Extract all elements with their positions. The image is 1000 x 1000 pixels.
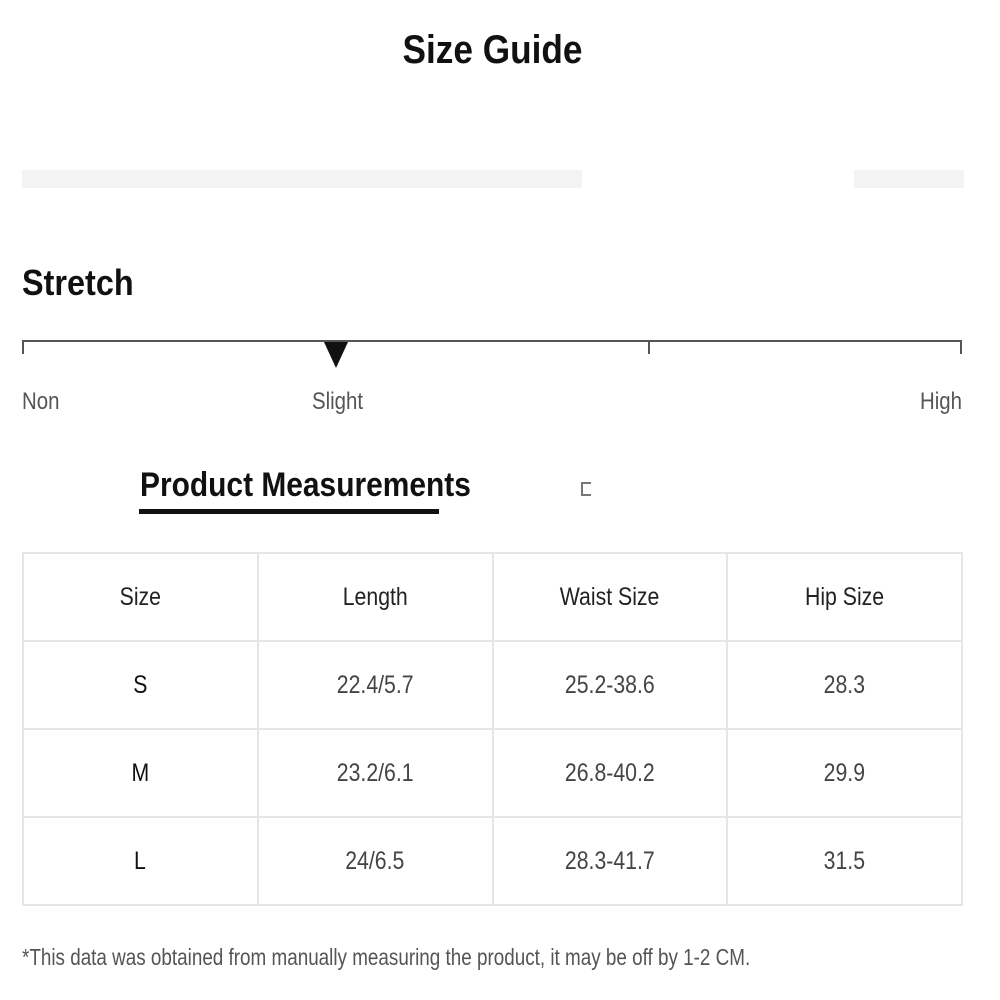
- column-header-label: Size: [119, 582, 162, 611]
- waist-cell: [493, 641, 728, 729]
- size-value: M: [131, 758, 150, 787]
- column-header-hip: [727, 553, 962, 641]
- stretch-heading: Stretch: [22, 262, 134, 303]
- hip-cell: [727, 729, 962, 817]
- hip-value: 28.3: [823, 670, 866, 699]
- waist-cell: [493, 817, 728, 905]
- hip-cell: [727, 817, 962, 905]
- column-header-label: Length: [342, 582, 408, 611]
- column-header-label: Waist Size: [560, 582, 660, 611]
- stretch-scale-tick-left: [22, 340, 24, 354]
- table-row: [23, 817, 962, 905]
- stretch-scale-line: [22, 340, 962, 342]
- waist-value: 25.2-38.6: [564, 670, 655, 699]
- measurements-heading-underline: [139, 509, 439, 514]
- hip-value: 31.5: [823, 846, 866, 875]
- length-value: 22.4/5.7: [336, 670, 414, 699]
- page-title: Size Guide: [402, 28, 583, 72]
- stretch-marker-icon: [324, 342, 348, 368]
- length-cell: [258, 817, 493, 905]
- divider-bar-left: [22, 170, 582, 188]
- length-cell: [258, 729, 493, 817]
- length-value: 23.2/6.1: [336, 758, 414, 787]
- hip-value: 29.9: [823, 758, 866, 787]
- stretch-scale-tick-mid: [648, 340, 650, 354]
- waist-value: 26.8-40.2: [564, 758, 655, 787]
- measurements-heading: Product Measurements: [140, 466, 471, 504]
- measurements-table: [22, 552, 963, 906]
- stretch-label-high: High: [920, 388, 962, 415]
- divider-bar-right: [854, 170, 964, 188]
- waist-value: 28.3-41.7: [564, 846, 655, 875]
- stretch-label-non: Non: [22, 388, 60, 415]
- bracket-icon: [581, 482, 591, 496]
- size-cell: [23, 641, 258, 729]
- hip-cell: [727, 641, 962, 729]
- stretch-label-slight: Slight: [312, 388, 364, 415]
- column-header-length: [258, 553, 493, 641]
- table-row: [23, 729, 962, 817]
- size-cell: [23, 817, 258, 905]
- column-header-waist: [493, 553, 728, 641]
- table-header-row: [23, 553, 962, 641]
- footnote: *This data was obtained from manually measuring the product, it may be off by 1-2 CM.: [22, 944, 751, 970]
- size-value: L: [134, 846, 147, 875]
- size-cell: [23, 729, 258, 817]
- waist-cell: [493, 729, 728, 817]
- column-header-label: Hip Size: [805, 582, 885, 611]
- stretch-scale-tick-right: [960, 340, 962, 354]
- table-row: [23, 641, 962, 729]
- column-header-size: [23, 553, 258, 641]
- length-value: 24/6.5: [345, 846, 405, 875]
- size-value: S: [133, 670, 148, 699]
- length-cell: [258, 641, 493, 729]
